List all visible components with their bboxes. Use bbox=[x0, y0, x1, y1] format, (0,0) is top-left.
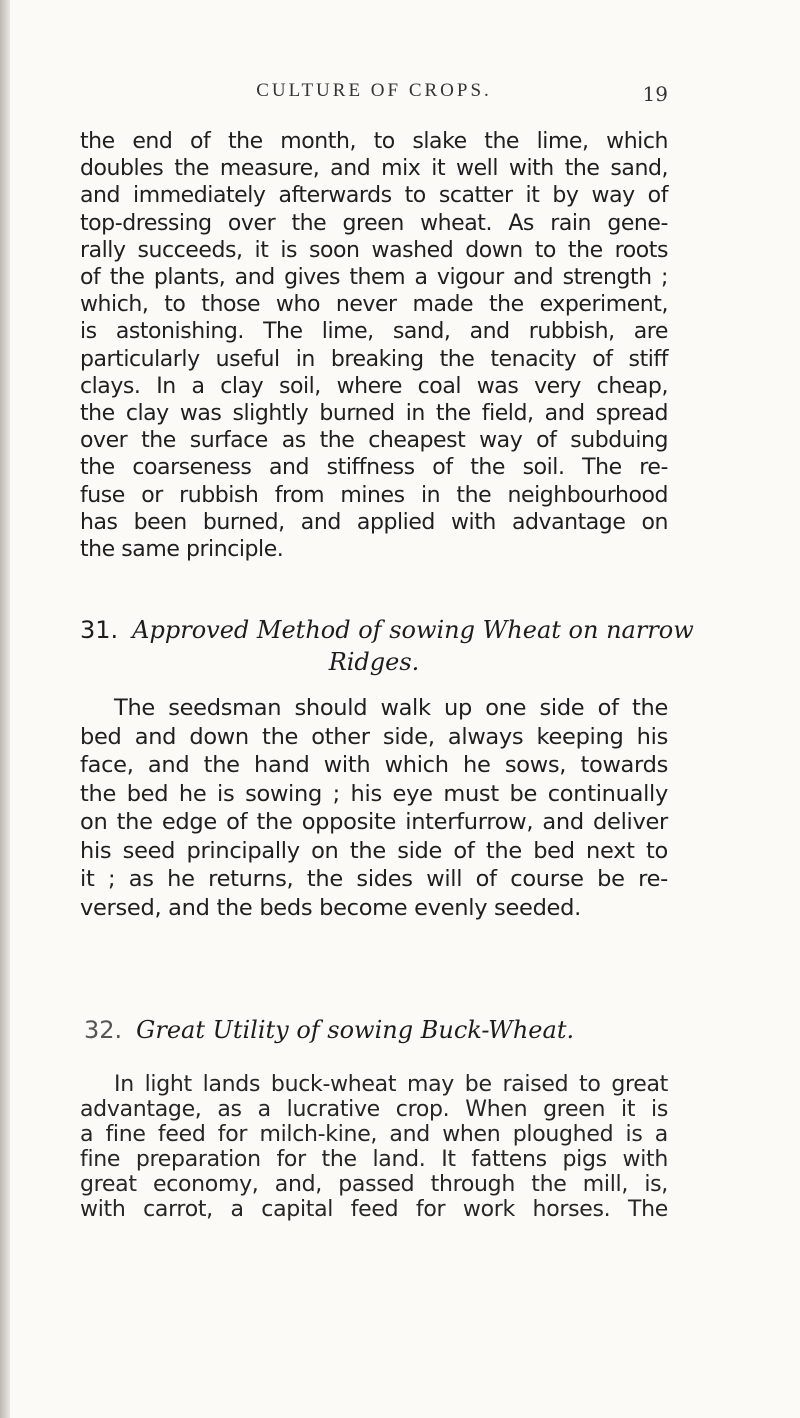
section-31-title-line-2: Ridges. bbox=[328, 648, 420, 676]
text-line: advantage, as a lucrative crop. When green it is bbox=[80, 1097, 668, 1122]
text-line: face, and the hand with which he sows, towards bbox=[80, 752, 668, 778]
text-line: which, to those who never made the experiment, bbox=[80, 292, 668, 318]
text-line: over the surface as the cheapest way of subduing bbox=[80, 428, 668, 454]
text-line: his seed principally on the side of the bed next to bbox=[80, 837, 668, 864]
running-head-title: CULTURE OF CROPS. bbox=[256, 80, 492, 101]
text-line: the clay was slightly burned in the field, and spread bbox=[80, 401, 668, 427]
text-line: top-dressing over the green wheat. As rain gene- bbox=[80, 210, 668, 236]
section-31-heading bbox=[80, 614, 694, 678]
text-line: the end of the month, to slake the lime, which bbox=[80, 129, 668, 154]
text-line: and immediately afterwards to scatter it by way of bbox=[80, 183, 668, 209]
section-32-heading bbox=[80, 1014, 668, 1046]
text-line: with carrot, a capital feed for work horses. The bbox=[80, 1197, 668, 1222]
section-32-number: 32. bbox=[84, 1016, 123, 1044]
paragraph-lime-top-dressing bbox=[80, 128, 668, 563]
page-number: 19 bbox=[642, 82, 668, 106]
text-line: bed and down the other side, always keeping his bbox=[80, 723, 668, 750]
section-31-paragraph bbox=[80, 694, 668, 922]
text-line: fine preparation for the land. It fattens pigs with bbox=[80, 1147, 668, 1172]
text-line: great economy, and, passed through the mill, is, bbox=[80, 1172, 668, 1197]
text-line: the bed he is sowing ; his eye must be continually bbox=[80, 780, 668, 807]
section-31-title-line-1: Approved Method of sowing Wheat on narrow bbox=[132, 616, 694, 644]
text-line: rally succeeds, it is soon washed down to the roots bbox=[80, 237, 668, 263]
text-line: In light lands buck-wheat may be raised to great bbox=[114, 1072, 668, 1097]
text-line: of the plants, and gives them a vigour and strength ; bbox=[80, 265, 668, 291]
text-line: it ; as he returns, the sides will of course be re- bbox=[80, 866, 668, 892]
section-32-heading-line bbox=[80, 1014, 668, 1046]
text-line: versed, and the beds become evenly seeded. bbox=[80, 894, 581, 921]
section-31-heading-line-1 bbox=[80, 614, 694, 646]
text-line: The seedsman should walk up one side of the bbox=[114, 695, 668, 721]
section-31-number: 31. bbox=[80, 616, 119, 644]
text-line: on the edge of the opposite interfurrow, and deliver bbox=[80, 809, 668, 835]
text-line: a fine feed for milch-kine, and when ploughed is a bbox=[80, 1122, 668, 1147]
text-line: is astonishing. The lime, sand, and rubbish, are bbox=[80, 319, 668, 345]
text-line: has been burned, and applied with advantage on bbox=[80, 509, 668, 535]
book-page bbox=[80, 0, 694, 1418]
text-line: doubles the measure, and mix it well with the sand, bbox=[80, 156, 668, 182]
running-head bbox=[80, 80, 668, 110]
text-line: particularly useful in breaking the tenacity of stiff bbox=[80, 346, 668, 372]
text-line: clays. In a clay soil, where coal was very cheap, bbox=[80, 373, 668, 399]
text-line: the coarseness and stiffness of the soil. The re- bbox=[80, 455, 668, 481]
text-line: fuse or rubbish from mines in the neighbourhood bbox=[80, 482, 668, 508]
text-line: the same principle. bbox=[80, 537, 284, 563]
book-spine-shadow bbox=[0, 0, 10, 1418]
section-32-paragraph bbox=[80, 1072, 668, 1222]
section-32-title: Great Utility of sowing Buck-Wheat. bbox=[136, 1016, 575, 1044]
